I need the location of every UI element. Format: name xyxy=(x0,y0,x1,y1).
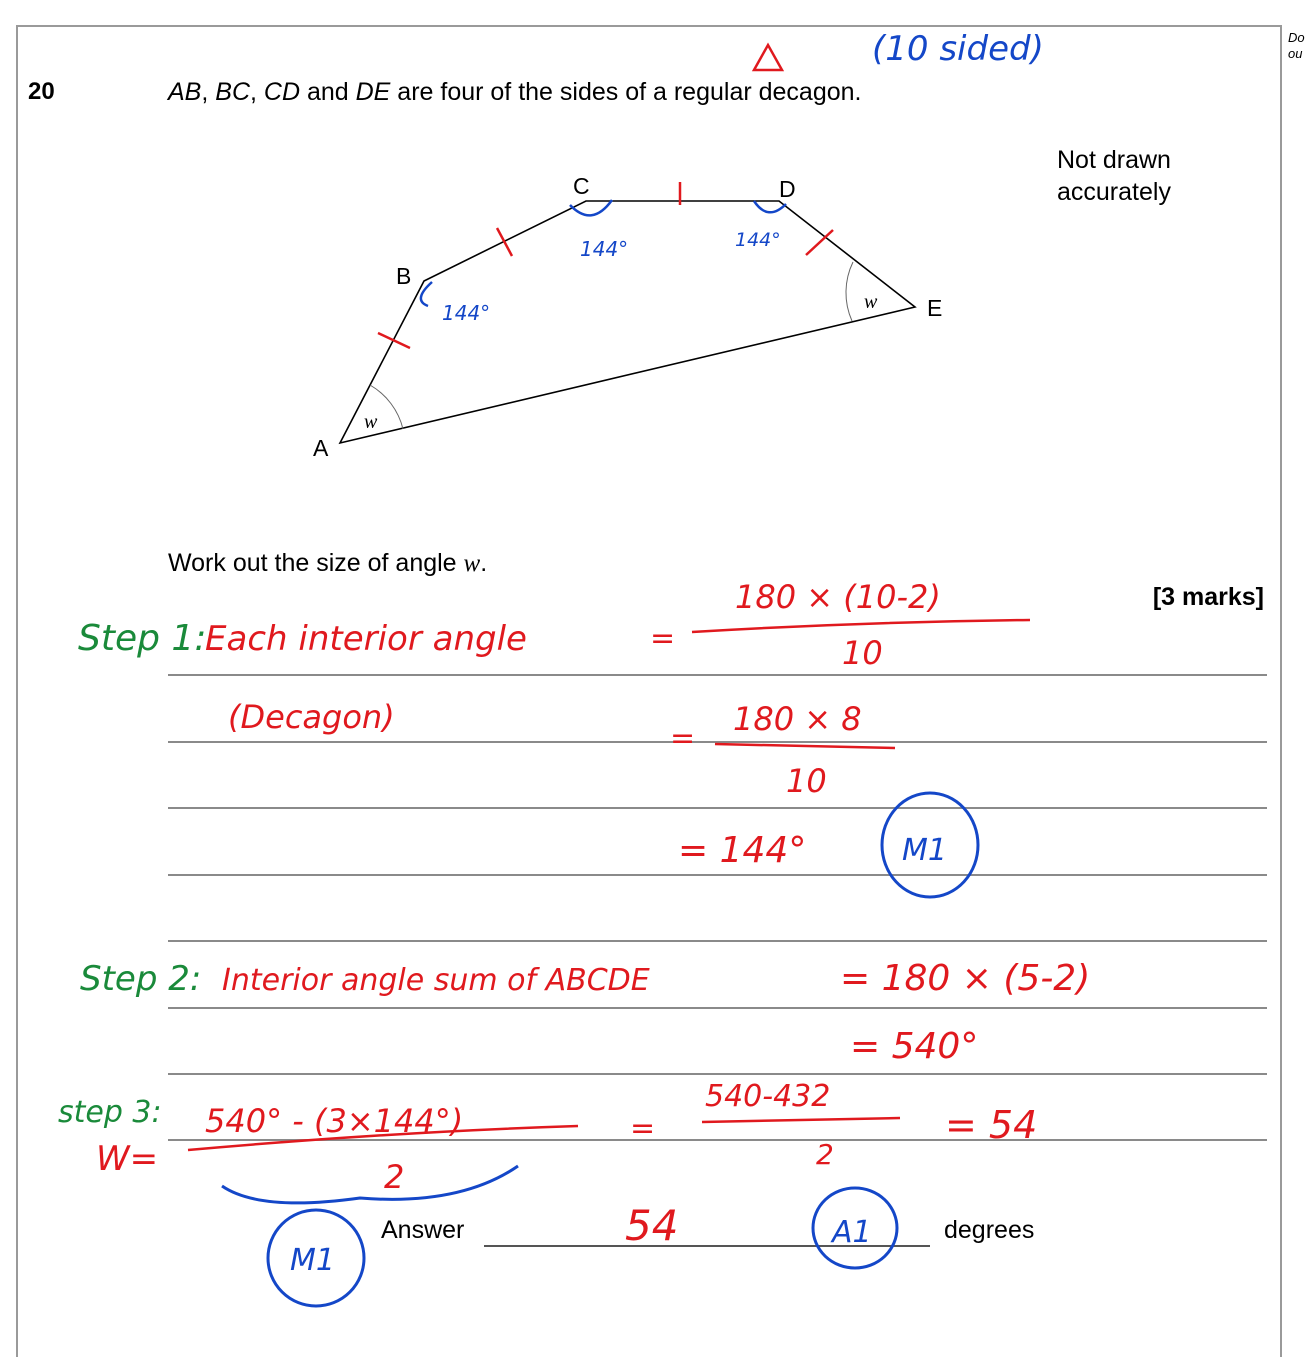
step3-numerator-2: 540-432 xyxy=(705,1079,831,1114)
angle-annotation-b: 144° xyxy=(442,301,491,325)
fraction-bar-2 xyxy=(715,744,895,748)
vertex-label-c: C xyxy=(573,173,590,199)
fraction-bar-1 xyxy=(692,620,1030,632)
text-sep-1: , xyxy=(201,78,216,106)
question-number: 20 xyxy=(28,78,55,105)
step2-equation: = 180 × (5-2) xyxy=(840,958,1091,999)
step3-denominator-2: 2 xyxy=(816,1138,834,1171)
equals-2: = xyxy=(670,721,696,756)
step2-label: Step 2: xyxy=(80,959,202,999)
top-note: (10 sided) xyxy=(872,29,1044,69)
angle-label-e: w xyxy=(864,291,878,313)
answer-label: Answer xyxy=(381,1216,465,1244)
margin-note-line-2: ou xyxy=(1288,46,1303,61)
eq1-numerator: 180 × (10-2) xyxy=(735,578,941,616)
angle-annotation-d: 144° xyxy=(735,229,781,251)
mark2: M1 xyxy=(290,1243,335,1278)
side-ab: AB xyxy=(168,78,202,106)
instruction-var: w xyxy=(463,550,481,577)
instruction-end: . xyxy=(480,549,488,577)
vertex-label-b: B xyxy=(396,263,412,289)
step3-label: step 3: xyxy=(58,1095,162,1130)
vertex-label-a: A xyxy=(313,435,329,461)
underbrace xyxy=(222,1166,518,1203)
mark3: A1 xyxy=(832,1215,872,1250)
step3-result: = 54 xyxy=(945,1103,1038,1147)
side-bc: BC xyxy=(215,78,250,106)
step2-text: Interior angle sum of ABCDE xyxy=(222,963,650,998)
marks-label: [3 marks] xyxy=(1152,583,1264,611)
mark1: M1 xyxy=(902,833,947,868)
answer-value: 54 xyxy=(625,1201,679,1250)
step1-sub: (Decagon) xyxy=(228,698,395,736)
step3-w: W= xyxy=(96,1139,159,1179)
equals-3: = xyxy=(630,1111,656,1146)
eq1-denominator: 10 xyxy=(842,634,883,672)
equals-1: = xyxy=(650,621,676,656)
text-rest: are four of the sides of a regular decagon. xyxy=(390,78,862,106)
answer-unit: degrees xyxy=(944,1216,1035,1244)
side-cd: CD xyxy=(263,78,301,106)
not-drawn-text: Not drawn accurately xyxy=(1057,146,1171,206)
eq3-result: = 144° xyxy=(678,830,807,871)
instruction-text: Work out the size of angle xyxy=(168,549,464,577)
eq2-denominator: 10 xyxy=(786,762,827,800)
step1-text: Each interior angle xyxy=(205,619,527,659)
vertex-label-d: D xyxy=(779,176,796,202)
angle-label-a: w xyxy=(364,411,378,433)
step1-label: Step 1: xyxy=(78,618,207,659)
side-de: DE xyxy=(355,78,391,106)
fraction-bar-4 xyxy=(702,1118,900,1122)
eq2-numerator: 180 × 8 xyxy=(733,700,862,738)
step3-numerator: 540° - (3×144°) xyxy=(205,1102,464,1140)
text-sep-2: , xyxy=(250,78,264,106)
step3-denominator: 2 xyxy=(384,1158,405,1196)
angle-annotation-c: 144° xyxy=(580,237,629,261)
vertex-label-e: E xyxy=(927,295,943,321)
text-and: and xyxy=(300,78,356,106)
step2-result: = 540° xyxy=(850,1026,979,1067)
margin-note-line-1: Do xyxy=(1288,30,1305,45)
